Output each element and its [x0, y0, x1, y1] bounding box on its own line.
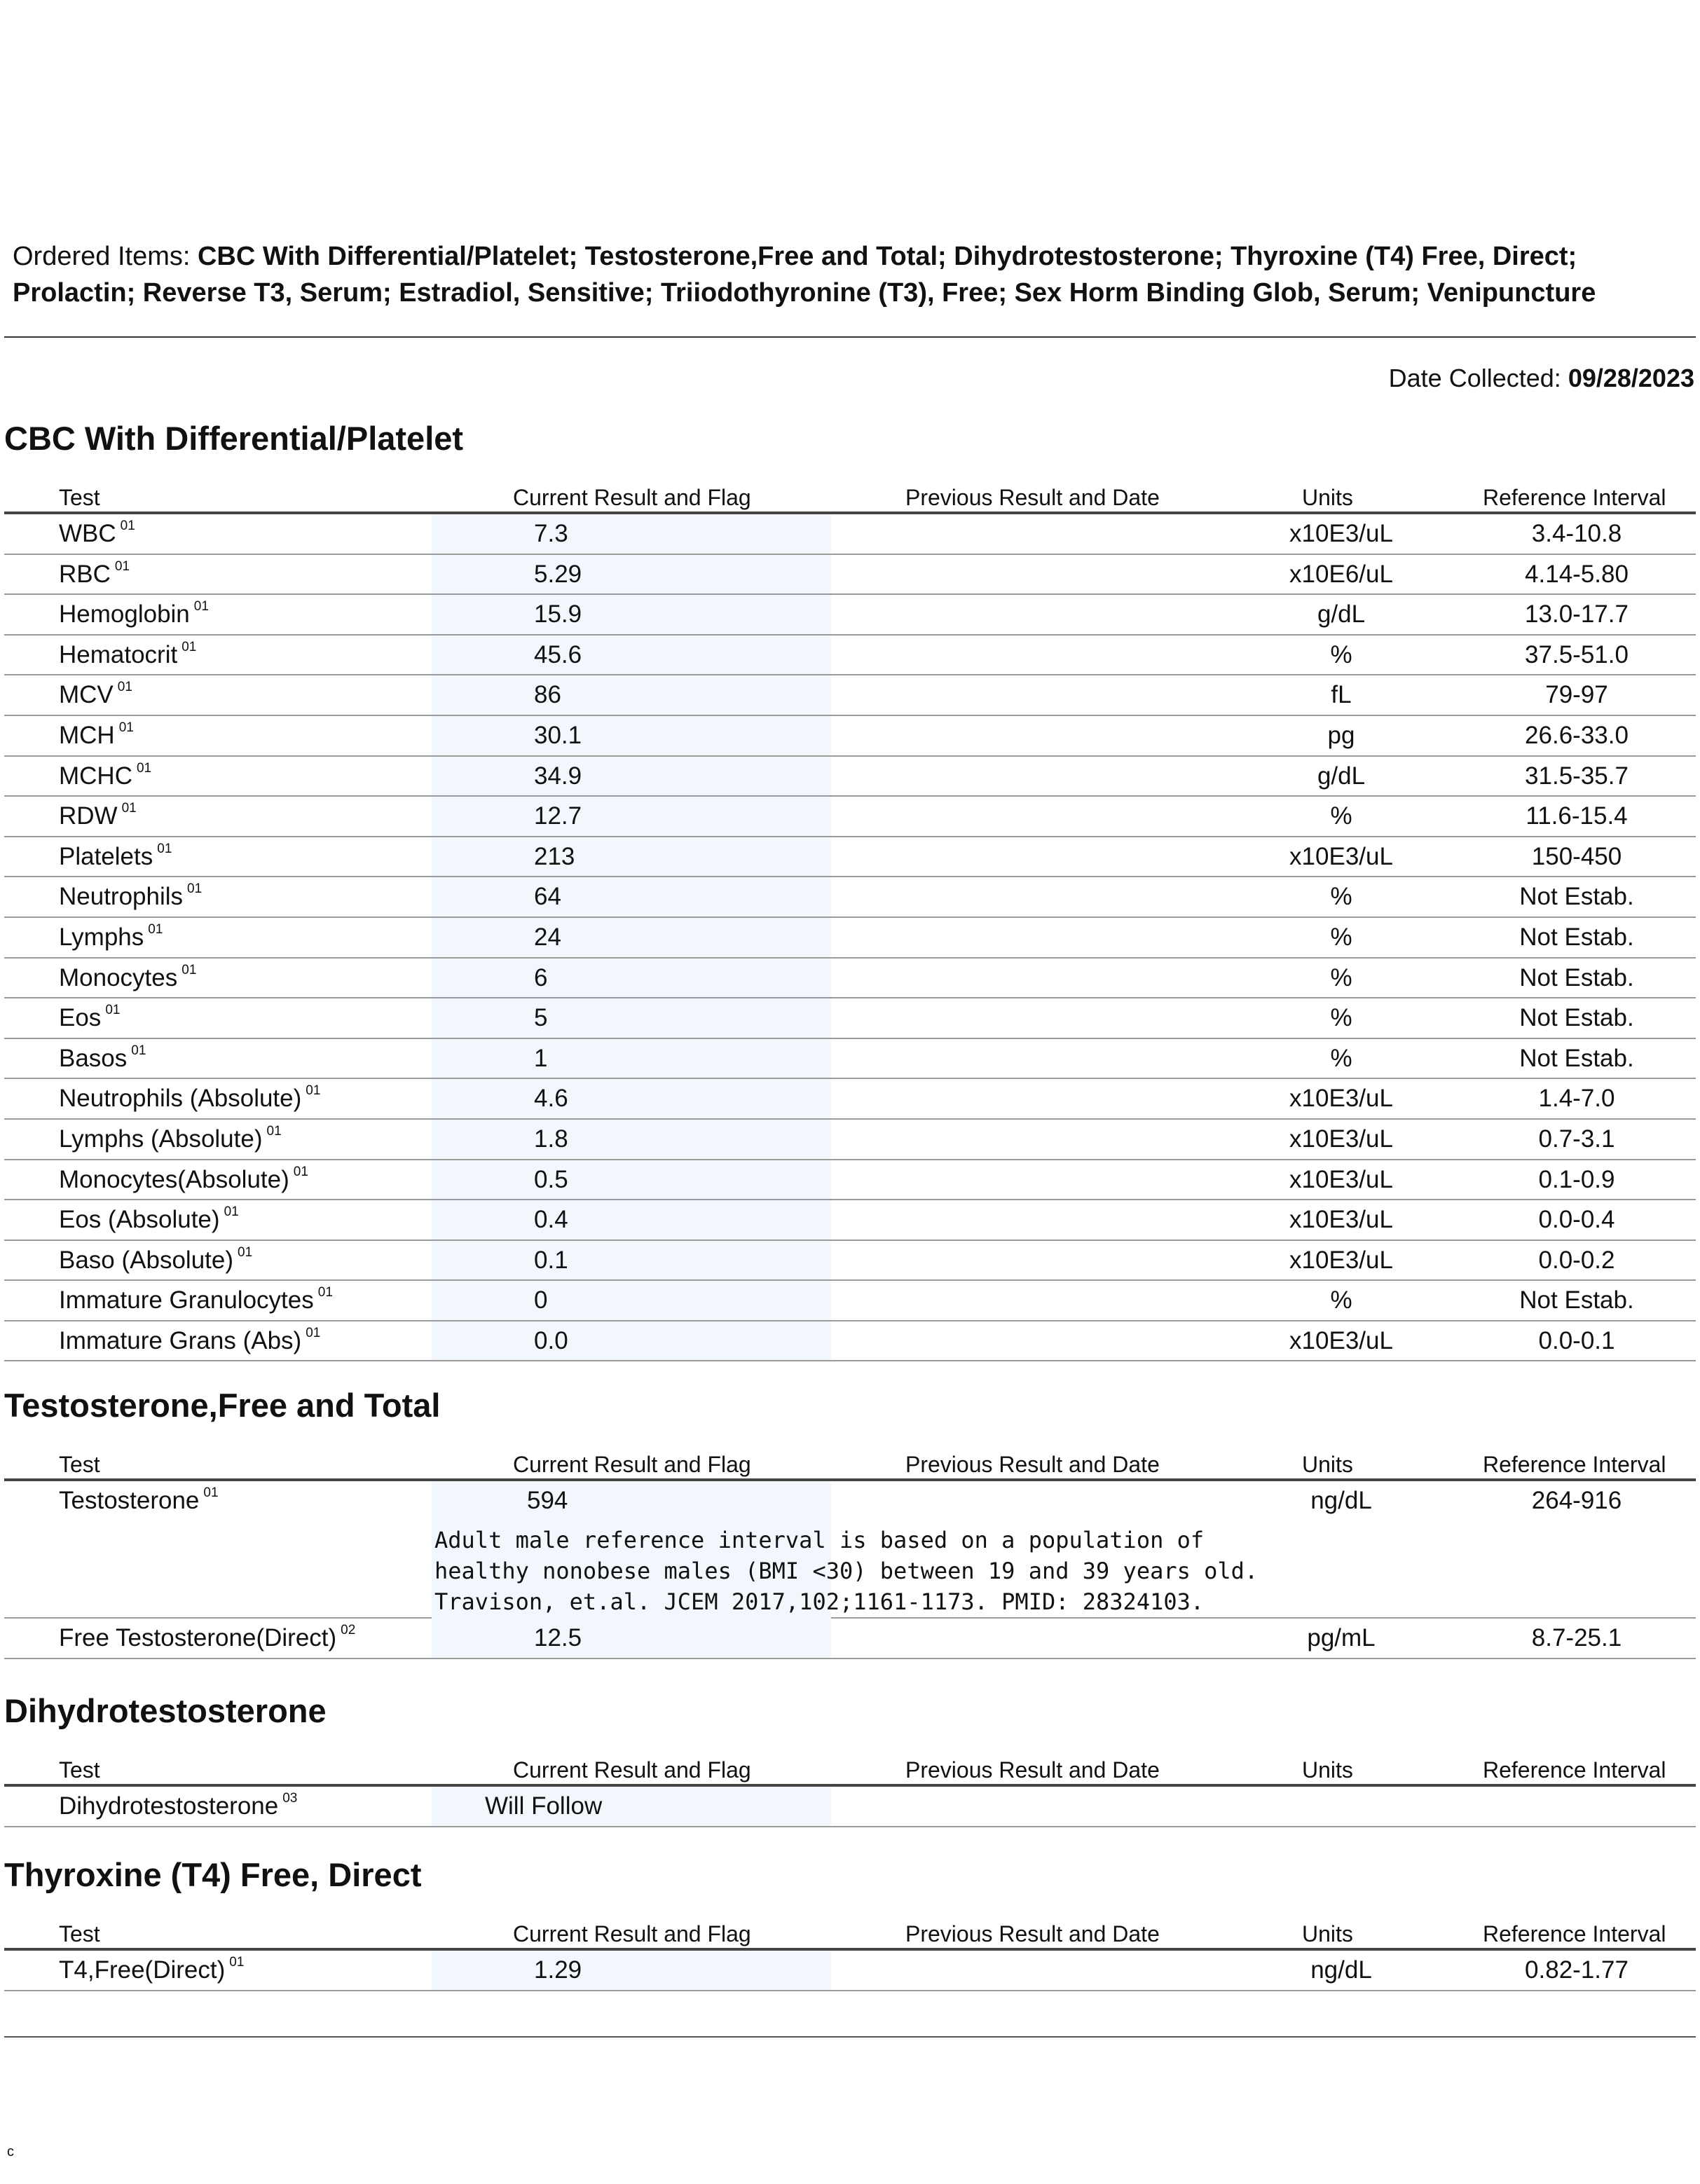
column-header-result: Current Result and Flag — [513, 1452, 751, 1477]
reference-value: 11.6-15.4 — [1526, 802, 1628, 830]
result-value: 1.8 — [534, 1125, 568, 1153]
table-row — [4, 959, 1696, 999]
units-value: g/dL — [1317, 600, 1366, 629]
column-header-result: Current Result and Flag — [513, 485, 751, 510]
test-name: Hematocrit $^{01}$ — [59, 639, 197, 668]
units-value: fL — [1331, 681, 1352, 709]
column-header-previous: Previous Result and Date — [905, 1921, 1160, 1946]
result-value: 5.29 — [534, 560, 582, 588]
result-cell — [432, 1079, 831, 1118]
table-row — [4, 877, 1696, 918]
ordered-items-list: CBC With Differential/Platelet; Testosterone,Free and Total; Dihydrotestosterone; Thyroxine (T4) Free, Direct; Prolactin; Reverse T3, Serum; Estradiol, Sensitive; Triiodothyronine (T3), Free; Sex Horm Binding Glob, Serum; Venipuncture — [13, 242, 1596, 308]
table-row — [4, 757, 1696, 797]
reference-value: Not Estab. — [1519, 1044, 1634, 1072]
reference-value: 150-450 — [1531, 842, 1622, 870]
result-cell — [432, 636, 831, 675]
test-name: Lymphs $^{01}$ — [59, 921, 163, 951]
reference-value: 0.82-1.77 — [1525, 1956, 1629, 1984]
divider — [4, 2036, 1696, 2038]
reference-value: Not Estab. — [1519, 883, 1634, 911]
units-value: % — [1330, 1004, 1352, 1032]
result-cell — [432, 959, 831, 998]
column-header-units: Units — [1302, 1921, 1353, 1946]
reference-value: 8.7-25.1 — [1531, 1624, 1622, 1651]
reference-value: 0.0-0.2 — [1538, 1246, 1615, 1274]
test-name: Basos $^{01}$ — [59, 1043, 146, 1072]
result-value: Will Follow — [485, 1792, 603, 1820]
table-row — [4, 1241, 1696, 1282]
test-name: Eos $^{01}$ — [59, 1003, 121, 1032]
section-title: CBC With Differential/Platelet — [4, 420, 464, 457]
test-name: Baso (Absolute) $^{01}$ — [59, 1244, 253, 1274]
units-value: x10E3/uL — [1289, 1085, 1393, 1113]
date-collected-label: Date Collected: — [1388, 364, 1561, 392]
result-value: 6 — [534, 963, 548, 991]
column-header-row — [4, 1442, 1696, 1481]
column-header-previous: Previous Result and Date — [905, 1452, 1160, 1477]
reference-value: 0.1-0.9 — [1538, 1165, 1615, 1193]
test-name: Testosterone $^{01}$ — [59, 1485, 219, 1514]
result-cell — [432, 1241, 831, 1280]
column-header-row — [4, 1911, 1696, 1951]
result-cell — [432, 998, 831, 1038]
column-header-units: Units — [1302, 1757, 1353, 1783]
column-header-reference: Reference Interval — [1483, 1921, 1666, 1946]
table-row — [4, 1321, 1696, 1362]
column-header-row — [4, 1747, 1696, 1787]
result-value: 0.1 — [534, 1246, 568, 1274]
units-value: % — [1330, 923, 1352, 951]
result-cell — [432, 514, 831, 554]
column-header-row — [4, 475, 1696, 514]
units-value: x10E3/uL — [1289, 520, 1393, 547]
divider — [4, 336, 1696, 338]
test-name: Eos (Absolute) $^{01}$ — [59, 1204, 239, 1234]
result-comment: Adult male reference interval is based on a population of healthy nonobese males (BMI <30) between 19 and 39 years old. Travison, et.al. JCEM 2017,102;1161-1173. PMID: 28324103. — [434, 1527, 1259, 1615]
table-row — [4, 1160, 1696, 1201]
result-cell — [432, 1160, 831, 1200]
result-value: 0 — [534, 1286, 548, 1314]
units-value: % — [1330, 1286, 1352, 1314]
reference-value: 0.7-3.1 — [1538, 1125, 1615, 1153]
result-cell — [432, 797, 831, 836]
test-name: Lymphs (Absolute) $^{01}$ — [59, 1123, 282, 1153]
column-header-units: Units — [1302, 485, 1353, 510]
result-cell — [432, 716, 831, 755]
units-value: x10E3/uL — [1289, 1165, 1393, 1193]
result-value: 594 — [527, 1487, 568, 1514]
result-value: 0.4 — [534, 1206, 568, 1234]
result-cell — [432, 595, 831, 634]
table-row — [4, 1200, 1696, 1241]
column-header-previous: Previous Result and Date — [905, 485, 1160, 510]
units-value: x10E3/uL — [1289, 1326, 1393, 1354]
table-row — [4, 797, 1696, 837]
column-header-reference: Reference Interval — [1483, 485, 1666, 510]
result-cell — [432, 1120, 831, 1159]
test-name: Monocytes(Absolute) $^{01}$ — [59, 1164, 308, 1193]
test-name: Immature Grans (Abs) $^{01}$ — [59, 1325, 321, 1354]
units-value: x10E3/uL — [1289, 1125, 1393, 1153]
table-row — [4, 1281, 1696, 1321]
reference-value: 26.6-33.0 — [1525, 721, 1629, 749]
reference-value: 37.5-51.0 — [1525, 640, 1629, 668]
test-name: WBC $^{01}$ — [59, 518, 135, 547]
table-row — [4, 998, 1696, 1039]
section-thyroxine — [4, 1854, 1696, 1991]
test-name: Dihydrotestosterone $^{03}$ — [59, 1791, 298, 1820]
reference-value: 0.0-0.1 — [1538, 1326, 1615, 1354]
column-header-result: Current Result and Flag — [513, 1921, 751, 1946]
result-value: 0.0 — [534, 1326, 568, 1354]
units-value: ng/dL — [1310, 1956, 1372, 1984]
result-value: 64 — [534, 883, 561, 911]
result-cell — [432, 1787, 831, 1826]
section-title: Thyroxine (T4) Free, Direct — [4, 1856, 422, 1893]
date-collected — [1389, 362, 1694, 395]
table-row — [4, 918, 1696, 959]
section-cbc — [4, 418, 1696, 1361]
result-value: 45.6 — [534, 640, 582, 668]
result-value: 0.5 — [534, 1165, 568, 1193]
reference-value: Not Estab. — [1519, 1004, 1634, 1032]
table-row — [4, 1079, 1696, 1120]
result-value: 24 — [534, 923, 561, 951]
reference-value: 4.14-5.80 — [1525, 560, 1629, 588]
units-value: x10E3/uL — [1289, 1206, 1393, 1234]
section-title: Testosterone,Free and Total — [4, 1387, 441, 1424]
result-cell — [432, 837, 831, 877]
reference-value: 1.4-7.0 — [1538, 1085, 1615, 1113]
result-cell — [432, 1039, 831, 1078]
test-name: MCV $^{01}$ — [59, 680, 132, 709]
result-cell — [432, 1481, 1259, 1619]
test-name: MCHC $^{01}$ — [59, 760, 152, 790]
units-value: pg/mL — [1307, 1624, 1376, 1651]
units-value: x10E6/uL — [1289, 560, 1393, 588]
table-row — [4, 1039, 1696, 1080]
test-name: Free Testosterone(Direct) $^{02}$ — [59, 1623, 356, 1651]
reference-value: 31.5-35.7 — [1525, 762, 1629, 790]
column-header-result: Current Result and Flag — [513, 1757, 751, 1783]
units-value: ng/dL — [1310, 1487, 1372, 1514]
result-cell — [432, 1619, 831, 1658]
reference-value: 79-97 — [1545, 681, 1608, 709]
table-row — [4, 716, 1696, 757]
ordered-items — [13, 238, 1687, 311]
result-cell — [432, 918, 831, 957]
reference-value: 3.4-10.8 — [1531, 520, 1622, 547]
result-cell — [432, 1321, 831, 1361]
cbc-results-table — [4, 514, 1696, 1361]
section-title: Dihydrotestosterone — [4, 1692, 327, 1729]
corner-mark: c — [7, 2144, 14, 2159]
result-value: 12.5 — [534, 1624, 582, 1651]
column-header-test: Test — [59, 485, 100, 510]
units-value: % — [1330, 640, 1352, 668]
test-name: T4,Free(Direct) $^{01}$ — [59, 1955, 245, 1984]
table-row — [4, 675, 1696, 716]
reference-value: 13.0-17.7 — [1525, 600, 1629, 629]
result-value: 4.6 — [534, 1085, 568, 1113]
units-value: x10E3/uL — [1289, 1246, 1393, 1274]
result-value: 7.3 — [534, 520, 568, 547]
column-header-test: Test — [59, 1921, 100, 1946]
result-cell — [432, 1281, 831, 1320]
test-name: Neutrophils (Absolute) $^{01}$ — [59, 1083, 321, 1113]
table-row — [4, 1481, 1696, 1619]
section-dihydrotestosterone — [4, 1690, 1696, 1827]
test-name: MCH $^{01}$ — [59, 720, 134, 749]
test-name: Monocytes $^{01}$ — [59, 962, 197, 991]
result-cell — [432, 555, 831, 594]
table-row — [4, 1619, 1696, 1659]
result-value: 213 — [534, 842, 575, 870]
result-value: 5 — [534, 1004, 548, 1032]
column-header-units: Units — [1302, 1452, 1353, 1477]
test-name: Immature Granulocytes $^{01}$ — [59, 1285, 333, 1314]
column-header-test: Test — [59, 1452, 100, 1477]
table-row — [4, 636, 1696, 676]
section-testosterone — [4, 1385, 1696, 1659]
result-value: 12.7 — [534, 802, 582, 830]
test-name: Hemoglobin $^{01}$ — [59, 599, 209, 629]
reference-value: 0.0-0.4 — [1538, 1206, 1615, 1234]
ordered-items-label: Ordered Items: — [13, 242, 191, 271]
table-row — [4, 595, 1696, 636]
table-row — [4, 1787, 1696, 1827]
result-cell — [432, 757, 831, 796]
table-row — [4, 514, 1696, 555]
column-header-test: Test — [59, 1757, 100, 1783]
table-row — [4, 1951, 1696, 1991]
table-row — [4, 555, 1696, 596]
result-value: 34.9 — [534, 762, 582, 790]
test-name: Neutrophils $^{01}$ — [59, 881, 203, 911]
reference-value: 264-916 — [1531, 1487, 1622, 1514]
column-header-previous: Previous Result and Date — [905, 1757, 1160, 1783]
result-cell — [432, 1200, 831, 1239]
result-value: 1 — [534, 1044, 548, 1072]
units-value: pg — [1327, 721, 1355, 749]
column-header-reference: Reference Interval — [1483, 1452, 1666, 1477]
result-value: 1.29 — [534, 1956, 582, 1984]
result-value: 15.9 — [534, 600, 582, 629]
units-value: % — [1330, 1044, 1352, 1072]
units-value: x10E3/uL — [1289, 842, 1393, 870]
reference-value: Not Estab. — [1519, 963, 1634, 991]
reference-value: Not Estab. — [1519, 1286, 1634, 1314]
reference-value: Not Estab. — [1519, 923, 1634, 951]
date-collected-value: 09/28/2023 — [1568, 364, 1694, 392]
result-cell — [432, 1951, 831, 1990]
test-name: Platelets $^{01}$ — [59, 841, 172, 870]
test-name: RDW $^{01}$ — [59, 801, 137, 830]
units-value: g/dL — [1317, 762, 1366, 790]
result-cell — [432, 877, 831, 916]
column-header-reference: Reference Interval — [1483, 1757, 1666, 1783]
table-row — [4, 837, 1696, 878]
result-value: 30.1 — [534, 721, 582, 749]
units-value: % — [1330, 883, 1352, 911]
result-value: 86 — [534, 681, 561, 709]
units-value: % — [1330, 963, 1352, 991]
test-name: RBC $^{01}$ — [59, 558, 130, 588]
units-value: % — [1330, 802, 1352, 830]
result-cell — [432, 675, 831, 715]
table-row — [4, 1120, 1696, 1160]
